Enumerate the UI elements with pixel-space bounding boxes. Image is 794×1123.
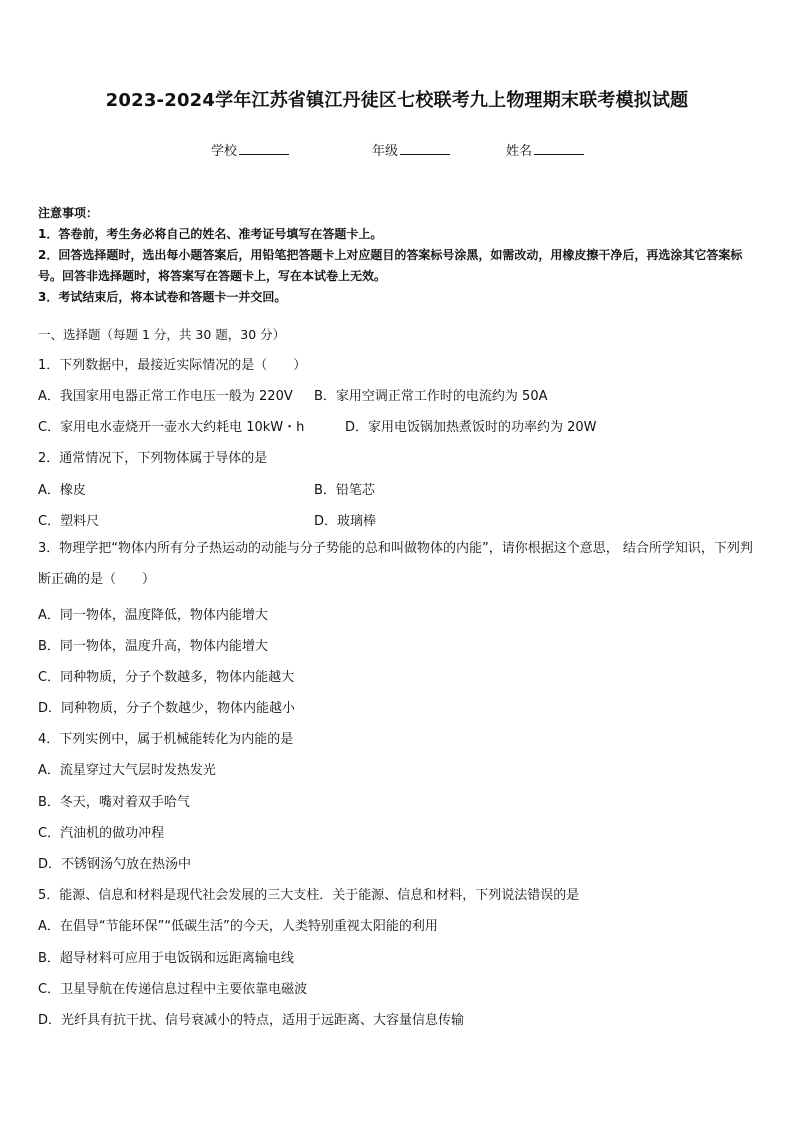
notice-item: 1．答卷前，考生务必将自己的姓名、准考证号填写在答题卡上。 <box>38 227 383 241</box>
section-heading: 一、选择题（每题 1 分，共 30 题，30 分） <box>38 327 286 342</box>
school-field[interactable] <box>211 140 289 159</box>
school-label: 学校 <box>211 144 238 159</box>
student-info-row <box>0 140 794 160</box>
question-5-option-b[interactable]: B．超导材料可应用于电饭锅和远距离输电线 <box>38 951 294 966</box>
notice-block <box>38 203 758 308</box>
question-4-option-c[interactable]: C．汽油机的做功冲程 <box>38 826 165 841</box>
question-4-stem: 4．下列实例中，属于机械能转化为内能的是 <box>38 732 294 747</box>
question-5-option-c[interactable]: C．卫星导航在传递信息过程中主要依靠电磁波 <box>38 982 308 997</box>
question-2-option-b[interactable]: B．铅笔芯 <box>314 483 375 498</box>
question-2-option-d[interactable]: D．玻璃棒 <box>314 514 377 529</box>
name-label: 姓名 <box>506 144 533 159</box>
school-blank[interactable] <box>239 141 289 155</box>
question-5-stem: 5．能源、信息和材料是现代社会发展的三大支柱．关于能源、信息和材料，下列说法错误的是 <box>38 888 580 903</box>
question-1-stem: 1．下列数据中，最接近实际情况的是（ ） <box>38 358 307 373</box>
question-1-option-a[interactable]: A．我国家用电器正常工作电压一般为 220V <box>38 389 293 404</box>
question-1-option-d[interactable]: D．家用电饭锅加热煮饭时的功率约为 20W <box>345 420 597 435</box>
question-3-option-d[interactable]: D．同种物质，分子个数越少，物体内能越小 <box>38 701 296 716</box>
question-5-option-d[interactable]: D．光纤具有抗干扰、信号衰减小的特点，适用于远距离、大容量信息传输 <box>38 1013 465 1028</box>
question-1-option-b[interactable]: B．家用空调正常工作时的电流约为 50A <box>314 389 548 404</box>
exam-title: 2023-2024学年江苏省镇江丹徒区七校联考九上物理期末联考模拟试题 <box>105 90 689 111</box>
question-4-option-b[interactable]: B．冬天，嘴对着双手哈气 <box>38 795 190 810</box>
name-blank[interactable] <box>534 141 584 155</box>
question-2-option-a[interactable]: A．橡皮 <box>38 483 86 498</box>
notice-item: 2．回答选择题时，选出每小题答案后，用铅笔把答题卡上对应题目的答案标号涂黑，如需改动，用橡皮擦干净后，再选涂其它答案标号。回答非选择题时，将答案写在答题卡上，写在本试卷上无效。 <box>38 248 743 283</box>
question-4-option-d[interactable]: D．不锈钢汤勺放在热汤中 <box>38 857 192 872</box>
question-2-stem: 2．通常情况下，下列物体属于导体的是 <box>38 451 268 466</box>
grade-label: 年级 <box>372 144 399 159</box>
notice-item: 3．考试结束后，将本试卷和答题卡一并交回。 <box>38 290 287 304</box>
question-5-option-a[interactable]: A．在倡导“节能环保”“低碳生活”的今天，人类特别重视太阳能的利用 <box>38 919 438 934</box>
question-2-option-c[interactable]: C．塑料尺 <box>38 514 100 529</box>
question-4-option-a[interactable]: A．流星穿过大气层时发热发光 <box>38 763 216 778</box>
grade-blank[interactable] <box>400 141 450 155</box>
question-3-option-a[interactable]: A．同一物体，温度降低，物体内能增大 <box>38 608 268 623</box>
grade-field[interactable] <box>372 140 450 159</box>
notice-heading: 注意事项： <box>38 206 99 220</box>
name-field[interactable] <box>506 140 584 159</box>
question-3-stem: 3．物理学把“物体内所有分子热运动的动能与分子势能的总和叫做物体的内能”，请你根据这个意思， 结合所学知识，下列判断正确的是（ ） <box>38 541 753 587</box>
question-3-option-c[interactable]: C．同种物质，分子个数越多，物体内能越大 <box>38 670 295 685</box>
question-3-option-b[interactable]: B．同一物体，温度升高，物体内能增大 <box>38 639 268 654</box>
question-1-option-c[interactable]: C．家用电水壶烧开一壶水大约耗电 10kW・h <box>38 420 305 435</box>
